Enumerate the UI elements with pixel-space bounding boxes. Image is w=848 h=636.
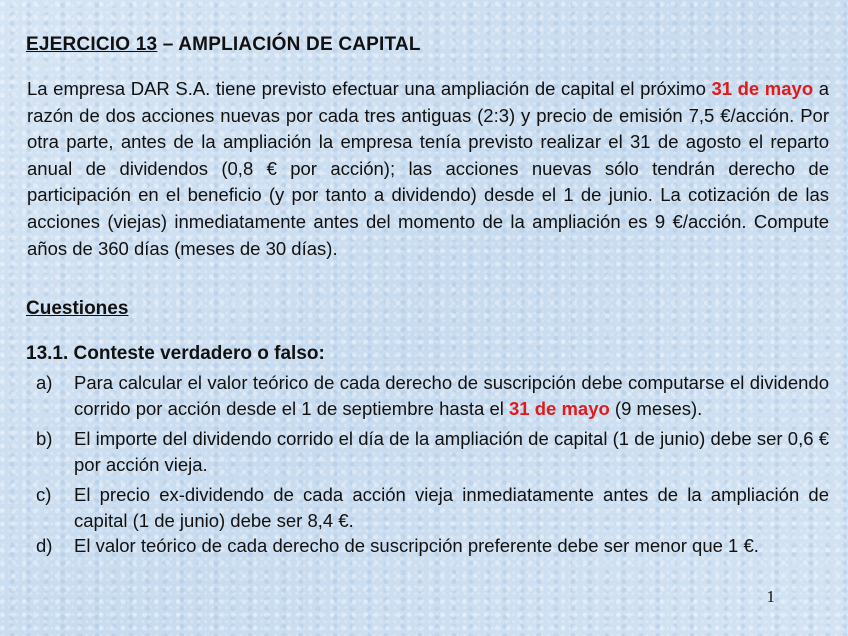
option-marker: c) <box>36 484 52 505</box>
options-list <box>36 370 829 559</box>
exercise-title-rest: – AMPLIACIÓN DE CAPITAL <box>157 34 421 55</box>
option-a <box>36 370 829 421</box>
option-text: El valor teórico de cada derecho de suscripción preferente debe ser menor que 1 €. <box>74 535 759 556</box>
option-marker: b) <box>36 428 53 449</box>
statement-part1: La empresa DAR S.A. tiene previsto efectuar una ampliación de capital el próximo <box>27 78 712 99</box>
option-marker: d) <box>36 535 53 556</box>
option-marker: a) <box>36 372 53 393</box>
statement-part2: a razón de dos acciones nuevas por cada tres antiguas (2:3) y precio de emisión 7,5 €/acción. Por otra parte, antes de la ampliación la empresa tenía previsto realizar el 31 de agosto el reparto anual de dividendos (0,8 € por acción); las acciones nuevas sólo tendrán derecho de participación en el beneficio (y por tanto a dividendo) desde el 1 de junio. La cotización de las acciones (viejas) inmediatamente antes del momento de la ampliación es 9 €/acción. Compute años de 360 días (meses de 30 días). <box>27 78 829 259</box>
exercise-number: EJERCICIO 13 <box>26 34 158 55</box>
option-text: El importe del dividendo corrido el día de la ampliación de capital (1 de junio) debe ser 0,6 € por acción vieja. <box>74 428 829 475</box>
option-text: El precio ex-dividendo de cada acción vieja inmediatamente antes de la ampliación de capital (1 de junio) debe ser 8,4 €. <box>74 484 829 531</box>
option-text-end: (9 meses). <box>609 397 703 419</box>
page-number: 1 <box>766 587 775 606</box>
option-b <box>36 426 829 477</box>
statement-paragraph <box>27 76 829 262</box>
option-c <box>36 482 829 533</box>
option-date-highlight: 31 de mayo <box>509 397 610 419</box>
option-d <box>36 533 829 559</box>
statement-date-highlight: 31 de mayo <box>711 78 814 99</box>
section-heading: Cuestiones <box>26 298 129 319</box>
option-text: Para calcular el valor teórico de cada derecho de suscripción debe computarse el dividendo corrido por acción desde el 1 de septiembre hasta el <box>74 372 829 419</box>
question-heading: 13.1. Conteste verdadero o falso: <box>26 343 325 364</box>
exercise-title <box>26 34 421 56</box>
